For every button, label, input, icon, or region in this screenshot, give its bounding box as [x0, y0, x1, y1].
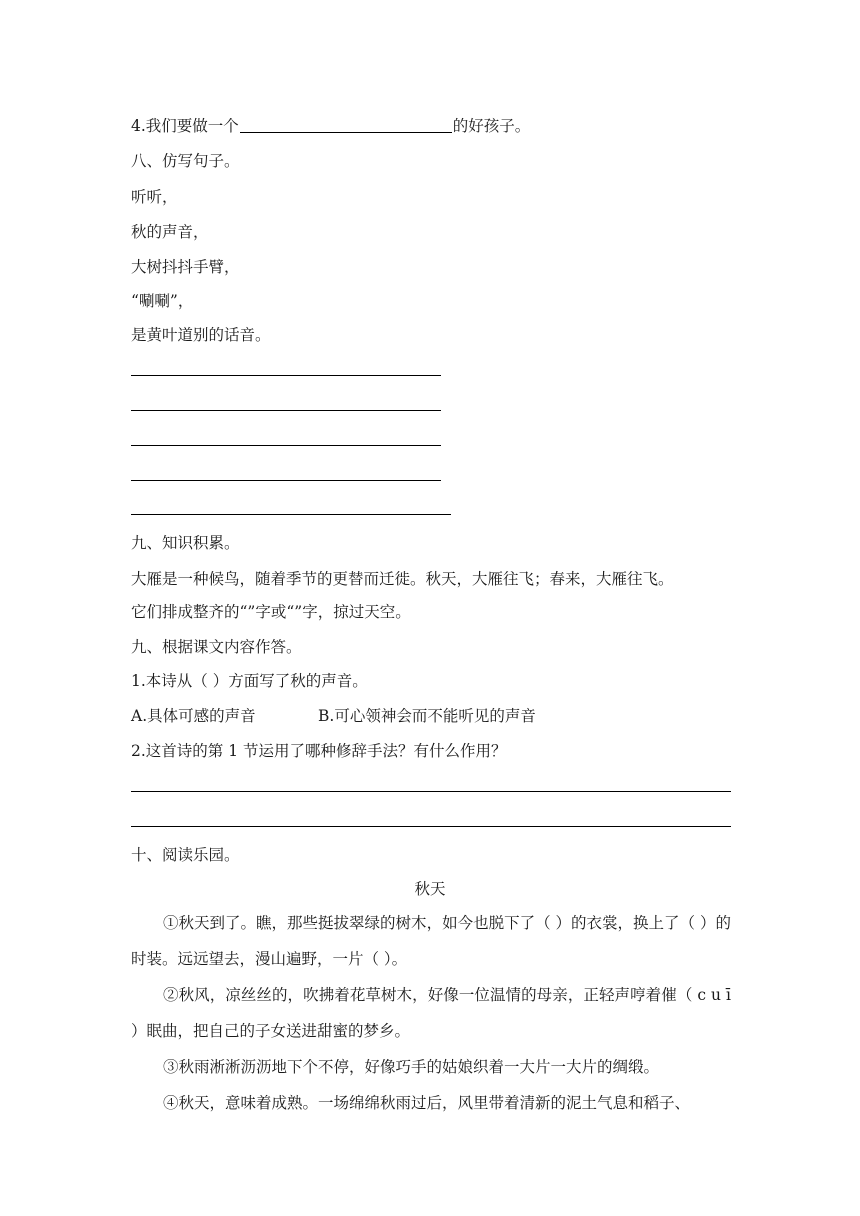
- answer-line[interactable]: [131, 375, 441, 376]
- passage-title: 秋天: [414, 880, 446, 898]
- answer-blank[interactable]: [240, 116, 452, 133]
- passage-paragraph: ①秋天到了。瞧，那些挺拔翠绿的树木，如今也脱下了（ ）的衣裳，换上了（ ）的时装。远远望去，漫山遍野，一片（ ）。: [131, 914, 731, 968]
- answer-line[interactable]: [131, 480, 441, 481]
- answer-line[interactable]: [131, 514, 451, 515]
- q7-item-4: [131, 115, 530, 137]
- passage-paragraph: ③秋雨淅淅沥沥地下个不停，好像巧手的姑娘织着一大片一大片的绸缎。: [163, 1058, 660, 1076]
- poem-line: 听听，: [131, 188, 178, 206]
- poem-line: 大树抖抖手臂，: [131, 258, 240, 276]
- section-9-questions-heading: 九、根据课文内容作答。: [131, 638, 302, 656]
- answer-line[interactable]: [131, 826, 731, 827]
- question-1: 1.本诗从（ ）方面写了秋的声音。: [131, 672, 368, 690]
- question-1-option-b: B.可心领神会而不能听见的声音: [318, 707, 536, 725]
- passage-paragraph: ④秋天，意味着成熟。一场绵绵秋雨过后，风里带着清新的泥土气息和稻子、: [163, 1094, 691, 1112]
- knowledge-text-line-1: 大雁是一种候鸟，随着季节的更替而迁徙。秋天，大雁往飞；春来，大雁往飞。: [131, 570, 674, 588]
- question-1-option-a: A.具体可感的声音: [131, 707, 256, 725]
- section-8-heading: 八、仿写句子。: [131, 152, 240, 170]
- section-10-heading: 十、阅读乐园。: [131, 846, 240, 864]
- poem-line: “唰唰”，: [131, 292, 194, 310]
- q7-item-4-suffix: 的好孩子。: [452, 117, 531, 135]
- answer-line[interactable]: [131, 445, 441, 446]
- answer-line[interactable]: [131, 791, 731, 792]
- passage-paragraph: ②秋风，凉丝丝的，吹拂着花草树木，好像一位温情的母亲，正轻声哼着催（ c u ī ）眠曲，把自己的子女送进甜蜜的梦乡。: [131, 986, 731, 1040]
- poem-line: 秋的声音，: [131, 223, 209, 241]
- answer-line[interactable]: [131, 410, 441, 411]
- q7-item-4-prefix: 4.我们要做一个: [131, 117, 239, 135]
- passage-body: [131, 905, 731, 1121]
- poem-line: 是黄叶道别的话音。: [131, 326, 271, 344]
- knowledge-text-line-2: 它们排成整齐的“”字或“”字，掠过天空。: [131, 603, 411, 621]
- question-2: 2.这首诗的第 1 节运用了哪种修辞手法？有什么作用？: [131, 742, 507, 760]
- section-9-knowledge-heading: 九、知识积累。: [131, 534, 240, 552]
